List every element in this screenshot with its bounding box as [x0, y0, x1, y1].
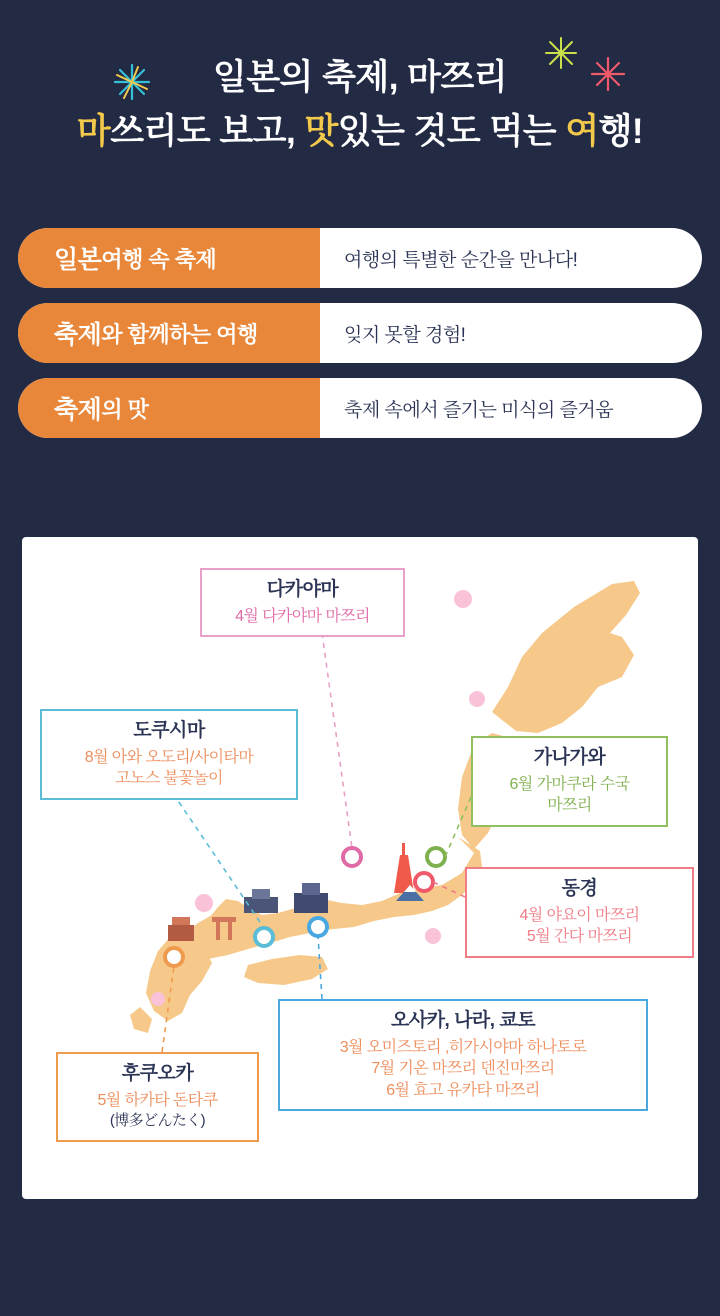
landmark-castle-icon-1: [244, 889, 278, 913]
info-row-1-label: [18, 228, 320, 288]
info-row-2-label-rest: 와 함께하는 여행: [101, 321, 258, 347]
callout-fukuoka-title: 후쿠오카: [121, 1063, 194, 1084]
info-row-1-desc: 여행의 특별한 순간을 만나다!: [344, 249, 578, 271]
page-title: [0, 56, 720, 154]
callout-kanagawa[interactable]: [471, 736, 668, 827]
callout-osaka-line-2: 7월 기온 마쯔리 덴진마쯔리: [371, 1060, 555, 1078]
title-text-3: 행!: [598, 111, 644, 151]
info-row-list: [18, 228, 702, 453]
callout-kanagawa-line-1: 6월 가마쿠라 수국: [509, 775, 630, 793]
map-pin-tokushima[interactable]: [255, 928, 273, 946]
title-line-2: [0, 110, 720, 154]
info-row-1-label-rest: 여행 속 축제: [101, 246, 217, 272]
callout-osaka-title: 오사카, 나라, 쿄토: [390, 1010, 536, 1031]
region-hokkaido: [492, 581, 640, 733]
info-row-1[interactable]: [18, 228, 702, 288]
map-pin-fukuoka[interactable]: [165, 948, 183, 966]
callout-tokyo-line-2: 5월 간다 마쯔리: [526, 928, 633, 946]
map-pin-osaka[interactable]: [309, 918, 327, 936]
info-row-2-label-emphasis: 축제: [54, 321, 102, 349]
callout-fukuoka-subtext: (博多どんたく): [109, 1112, 206, 1130]
info-row-2[interactable]: [18, 303, 702, 363]
callout-osaka-line-1: 3월 오미즈토리 ,히가시야마 하나토로: [339, 1038, 587, 1056]
callout-kanagawa-title: 가나가와: [533, 747, 606, 768]
map-pin-tokyo[interactable]: [415, 873, 433, 891]
title-line-1: 일본의 축제, 마쯔리: [212, 58, 508, 97]
callout-takayama-line-1: 4월 다카야마 마쯔리: [235, 607, 370, 625]
callout-tokushima-line-1: 8월 아와 오도리/사이타마: [84, 748, 254, 766]
info-row-3[interactable]: [18, 378, 702, 438]
callout-fukuoka-line-1: 5월 하카타 돈타쿠: [97, 1091, 218, 1109]
callout-tokushima-line-2: 고노스 불꽃놀이: [115, 770, 223, 788]
title-text-1: 쓰리도 보고,: [110, 111, 305, 151]
callout-osaka-line-3: 6월 효고 유카타 마쯔리: [386, 1081, 540, 1099]
connector-takayama: [322, 633, 352, 848]
callout-kanagawa-line-2: 마쯔리: [547, 797, 592, 815]
info-row-2-label: [18, 303, 320, 363]
callout-fukuoka[interactable]: [56, 1052, 259, 1142]
callout-tokyo-line-1: 4월 야요이 마쯔리: [519, 906, 640, 924]
title-text-2: 있는 것도 먹는: [337, 111, 566, 151]
title-highlight-ma: 마: [76, 111, 111, 151]
callout-osaka-nara-kyoto[interactable]: [278, 999, 648, 1111]
info-row-3-desc: 축제 속에서 즐기는 미식의 즐거움: [344, 399, 614, 421]
callout-tokushima[interactable]: [40, 709, 298, 800]
info-row-1-label-emphasis: 일본: [54, 246, 102, 274]
info-row-2-desc: 잊지 못할 경험!: [344, 324, 466, 346]
japan-map-panel: [22, 537, 698, 1199]
info-row-3-label: [18, 378, 320, 438]
landmark-tokyo-tower-icon: [394, 843, 414, 893]
region-shikoku: [244, 955, 328, 985]
title-highlight-yeo: 여: [565, 111, 599, 151]
callout-tokyo-title: 동경: [561, 878, 598, 899]
info-row-3-label-rest: 의 맛: [101, 396, 149, 422]
info-row-3-label-emphasis: 축제: [54, 396, 102, 424]
landmark-castle-icon-2: [294, 883, 328, 913]
callout-tokyo[interactable]: [465, 867, 694, 958]
map-pin-takayama[interactable]: [343, 848, 361, 866]
title-highlight-mat: 맛: [304, 111, 338, 151]
region-south-island: [130, 1007, 152, 1033]
callout-takayama[interactable]: [200, 568, 405, 637]
callout-takayama-title: 다카야마: [266, 579, 339, 600]
landmark-temple-icon: [168, 917, 194, 941]
map-pin-kanagawa[interactable]: [427, 848, 445, 866]
callout-tokushima-title: 도쿠시마: [133, 720, 205, 741]
